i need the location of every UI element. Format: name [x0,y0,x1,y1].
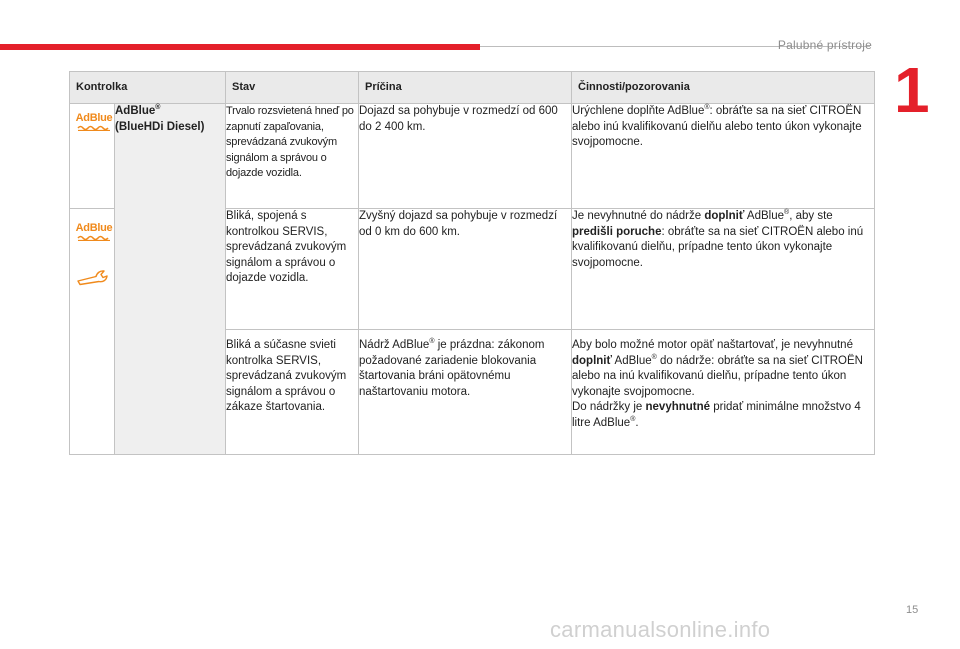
cinnosti-text: . [635,416,639,429]
col-header-stav: Stav [226,72,359,104]
header-accent-bar [0,44,480,50]
adblue-icon [73,112,115,131]
cinnosti-cell [572,104,875,209]
cinnosti-text: Je nevyhnutné do nádrže [572,210,705,222]
chapter-number: 1 [894,54,930,126]
registered-mark: ® [155,104,161,112]
cinnosti-cell [572,209,875,330]
cinnosti-emphasis: doplniť [572,354,612,367]
cinnosti-emphasis: predišli poruche [572,225,662,238]
pricina-cell [359,330,572,455]
registered-mark: ® [651,353,657,361]
icon-cell [70,209,115,455]
adblue-icon-word: AdBlue [75,112,113,124]
cinnosti-emphasis: nevyhnutné [645,401,711,413]
adblue-icon-word: AdBlue [75,222,113,234]
stav-text: Bliká, spojená s kontrolkou SERVIS, sprevádzaná zvukovým signálom a správou o dojazde vozidla. [226,210,347,284]
cinnosti-text: Do nádržky je [572,401,646,413]
pricina-text: Dojazd sa pohybuje v rozmedzí od 600 do 2 400 km. [359,105,558,133]
registered-mark: ® [704,104,710,112]
stav-cell [226,209,359,330]
table-row [70,104,875,209]
stav-cell [226,104,359,209]
indicator-name-cell [115,104,226,455]
adblue-wave-icon [77,125,111,131]
indicator-table [69,71,875,455]
adblue-wave-icon [77,235,111,241]
cinnosti-text: Aby bolo možné motor opäť naštartovať, je nevyhnutné [572,339,853,351]
table-header-row [70,72,875,104]
pricina-text: Nádrž AdBlue [359,339,430,351]
pricina-text: Zvyšný dojazd sa pohybuje v rozmedzí od 0 km do 600 km. [359,210,558,238]
col-header-cinnosti: Činnosti/pozorovania [572,72,875,104]
cinnosti-text: AdBlue [612,354,652,367]
cinnosti-text: AdBlue [744,210,785,222]
cinnosti-text: pridať minimálne množstvo 4 litre AdBlue [572,401,861,429]
cinnosti-emphasis: doplniť [704,210,745,222]
cinnosti-text: Urýchlene doplňte AdBlue [572,105,705,117]
col-header-pricina: Príčina [359,72,572,104]
registered-mark: ® [630,415,636,423]
adblue-icon [73,222,115,241]
service-wrench-icon [76,268,110,286]
cinnosti-text: : obráťte sa na sieť CITROËN alebo inú kvalifikovanú dielňu alebo tento úkon vykonajte svojpomocne. [572,105,862,148]
indicator-name: AdBlue [115,105,156,117]
watermark: carmanualsonline.info [550,617,771,642]
cinnosti-text: , aby ste [789,210,833,222]
col-header-kontrolka: Kontrolka [70,72,226,104]
cinnosti-cell [572,330,875,455]
pricina-cell [359,209,572,330]
indicator-subname: (BlueHDi Diesel) [115,120,205,133]
cinnosti-text: : obráťte sa na sieť CITROËN alebo inú kvalifikovanú dielňu, prípadne tento úkon vykonajte svojpomocne. [572,225,864,269]
registered-mark: ® [429,338,435,346]
cinnosti-text: do nádrže: obráťte sa na sieť CITROËN alebo na inú kvalifikovanú dielňu, prípadne tento úkon vykonajte svojpomocne. [572,354,863,398]
section-title: Palubné prístroje [777,38,872,52]
pricina-cell [359,104,572,209]
pricina-text: je prázdna: zákonom požadované zariadenie blokovania štartovania bráni opätovnému naštartovaniu motora. [359,339,545,398]
stav-text: Trvalo rozsvietená hneď po zapnutí zapaľovania, sprevádzaná zvukovým signálom a správou o dojazde vozidla. [226,105,354,179]
stav-cell [226,330,359,455]
registered-mark: ® [784,209,790,217]
stav-text: Bliká a súčasne svieti kontrolka SERVIS, sprevádzaná zvukovým signálom a správou o zákaze štartovania. [226,339,347,413]
page-number: 15 [906,604,919,616]
